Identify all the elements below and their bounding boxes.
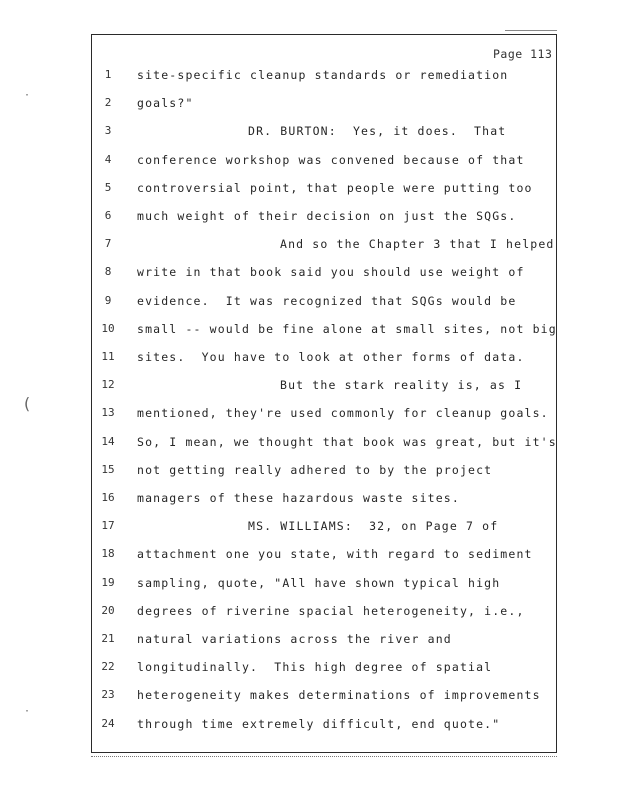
line-number: 18 xyxy=(101,547,115,561)
line-number: 15 xyxy=(101,462,115,476)
transcript-line xyxy=(0,181,618,201)
line-text: much weight of their decision on just the SQGs. xyxy=(137,209,517,223)
line-text: degrees of riverine spacial heterogeneity, i.e., xyxy=(137,603,525,618)
transcript-line xyxy=(0,209,618,229)
bottom-edge-rule xyxy=(91,756,557,757)
line-text: site-specific cleanup standards or remediation xyxy=(137,68,509,82)
transcript-line xyxy=(0,378,618,398)
line-number: 9 xyxy=(104,293,112,307)
line-text: longitudinally. This high degree of spatial xyxy=(137,660,493,675)
transcript-line xyxy=(0,491,618,511)
line-number: 10 xyxy=(101,321,115,335)
line-number: 12 xyxy=(101,378,115,392)
transcript-line xyxy=(0,688,618,708)
line-number: 20 xyxy=(101,603,115,617)
line-text: MS. WILLIAMS: 32, on Page 7 of xyxy=(248,519,499,534)
scan-speck: · xyxy=(24,90,31,101)
transcript-line xyxy=(0,463,618,483)
line-number: 16 xyxy=(101,491,115,504)
line-text: conference workshop was convened because of that xyxy=(137,152,525,167)
line-number: 23 xyxy=(101,688,115,702)
transcript-line xyxy=(0,547,618,567)
line-text: through time extremely difficult, end quote." xyxy=(137,716,501,731)
transcript-line xyxy=(0,237,618,257)
top-edge-rule xyxy=(505,30,557,31)
transcript-line xyxy=(0,265,618,285)
transcript-line xyxy=(0,124,618,144)
line-number: 6 xyxy=(104,209,112,222)
transcript-line xyxy=(0,350,618,370)
transcript-line xyxy=(0,519,618,539)
line-text: attachment one you state, with regard to sediment xyxy=(137,547,533,562)
scan-speck: ( xyxy=(22,394,32,413)
transcript-line xyxy=(0,406,618,426)
line-number: 13 xyxy=(101,406,115,420)
line-text: sampling, quote, "All have shown typical high xyxy=(137,575,501,590)
line-number: 11 xyxy=(101,350,115,363)
line-text: sites. You have to look at other forms of data. xyxy=(137,350,525,364)
line-text: controversial point, that people were putting too xyxy=(137,180,533,195)
line-text: DR. BURTON: Yes, it does. That xyxy=(248,124,507,139)
line-text: mentioned, they're used commonly for cleanup goals. xyxy=(137,406,549,421)
line-number: 24 xyxy=(101,716,115,730)
transcript-line xyxy=(0,576,618,596)
line-number: 4 xyxy=(104,152,112,166)
page-number: Page 113 xyxy=(493,47,553,61)
line-text: small -- would be fine alone at small sites, not big xyxy=(137,321,557,336)
transcript-line xyxy=(0,153,618,173)
line-number: 1 xyxy=(104,68,112,81)
transcript-line xyxy=(0,68,618,88)
line-text: managers of these hazardous waste sites. xyxy=(137,491,460,505)
line-number: 5 xyxy=(104,180,112,194)
scan-speck: · xyxy=(24,706,31,717)
line-number: 8 xyxy=(104,265,112,279)
transcript-line xyxy=(0,322,618,342)
line-number: 19 xyxy=(101,575,115,589)
transcript-line xyxy=(0,632,618,652)
line-text: But the stark reality is, as I xyxy=(280,378,523,393)
line-text: evidence. It was recognized that SQGs would be xyxy=(137,293,517,308)
line-number: 17 xyxy=(101,519,115,533)
line-text: heterogeneity makes determinations of improvements xyxy=(137,688,541,703)
line-text: And so the Chapter 3 that I helped xyxy=(280,237,555,252)
transcript-line xyxy=(0,96,618,116)
transcript-line xyxy=(0,604,618,624)
transcript-line xyxy=(0,660,618,680)
line-text: So, I mean, we thought that book was great, but it's xyxy=(137,434,557,449)
line-number: 7 xyxy=(104,237,112,251)
transcript-line xyxy=(0,717,618,737)
line-number: 14 xyxy=(101,434,115,448)
transcript-line xyxy=(0,294,618,314)
line-number: 2 xyxy=(104,96,112,110)
line-number: 21 xyxy=(101,632,115,645)
line-text: goals?" xyxy=(137,96,194,111)
line-text: natural variations across the river and xyxy=(137,632,452,646)
line-number: 3 xyxy=(104,124,112,138)
line-number: 22 xyxy=(101,660,115,674)
line-text: not getting really adhered to by the project xyxy=(137,462,493,477)
line-text: write in that book said you should use weight of xyxy=(137,265,525,280)
transcript-line xyxy=(0,435,618,455)
